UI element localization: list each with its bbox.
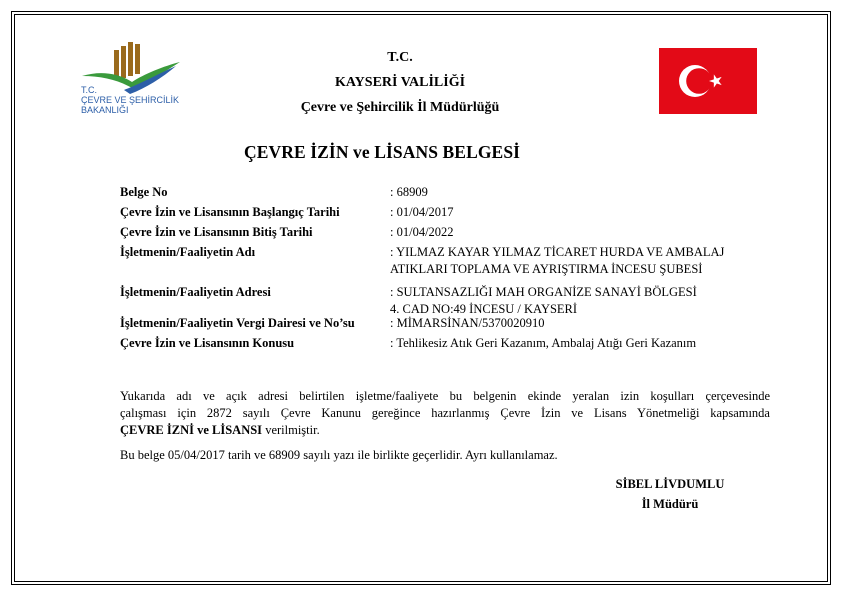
- logo-text-ministry: ÇEVRE VE ŞEHİRCİLİK: [81, 95, 180, 105]
- field-value-subject: : Tehlikesiz Atık Geri Kazanım, Ambalaj Atığı Geri Kazanım: [390, 336, 697, 350]
- validity-note: Bu belge 05/04/2017 tarih ve 68909 sayılı yazı ile birlikte geçerlidir. Ayrı kullanılamaz.: [120, 448, 558, 462]
- header-governorship: KAYSERİ VALİLİĞİ: [334, 75, 466, 90]
- body-paragraph-line-3-rest: verilmiştir.: [262, 423, 320, 437]
- signatory-title: İl Müdürü: [641, 497, 699, 511]
- logo-text-bakanlik: BAKANLIĞI: [81, 105, 129, 115]
- field-value-document-no: : 68909: [390, 185, 428, 199]
- permit-license-bold: ÇEVRE İZNİ ve LİSANSI: [120, 423, 263, 437]
- turkish-flag: [659, 48, 757, 114]
- field-value-business-name: : YILMAZ KAYAR YILMAZ TİCARET HURDA VE AMBALAJ: [390, 245, 725, 259]
- header-directorate: Çevre ve Şehircilik İl Müdürlüğü: [300, 100, 500, 115]
- field-label-subject: Çevre İzin ve Lisansının Konusu: [120, 336, 295, 350]
- field-label-document-no: Belge No: [120, 185, 168, 199]
- body-paragraph-line-3: [120, 422, 770, 439]
- logo-text-tc: T.C.: [81, 85, 98, 95]
- body-paragraph-line-2: çalışması için 2872 sayılı Çevre Kanunu gereğince hazırlanmış Çevre İzin ve Lisans Yönetmeliği kapsamında: [120, 406, 770, 420]
- header-tc: T.C.: [387, 50, 413, 65]
- field-label-business-name: İşletmenin/Faaliyetin Adı: [120, 245, 256, 259]
- field-value-tax-office: : MİMARSİNAN/5370020910: [390, 316, 545, 330]
- field-value-business-address: : SULTANSAZLIĞI MAH ORGANİZE SANAYİ BÖLGESİ: [390, 285, 697, 299]
- field-label-tax-office: İşletmenin/Faaliyetin Vergi Dairesi ve No’su: [120, 316, 355, 330]
- field-label-end-date: Çevre İzin ve Lisansının Bitiş Tarihi: [120, 225, 313, 239]
- body-paragraph: [120, 388, 770, 439]
- certificate-title: ÇEVRE İZİN ve LİSANS BELGESİ: [244, 142, 521, 162]
- field-label-business-address: İşletmenin/Faaliyetin Adresi: [120, 285, 271, 299]
- field-value-end-date: : 01/04/2022: [390, 225, 454, 239]
- body-paragraph-line-1: Yukarıda adı ve açık adresi belirtilen işletme/faaliyete bu belgenin ekinde yeralan izin koşulları çerçevesinde: [120, 389, 770, 403]
- field-value-start-date: : 01/04/2017: [390, 205, 454, 219]
- field-value-business-name-cont: ATIKLARI TOPLAMA VE AYRIŞTIRMA İNCESU ŞUBESİ: [390, 262, 703, 276]
- field-value-business-address-cont: 4. CAD NO:49 İNCESU / KAYSERİ: [390, 302, 578, 316]
- turkish-flag-icon: [659, 48, 757, 114]
- signatory-name: SİBEL LİVDUMLU: [615, 477, 725, 491]
- field-label-start-date: Çevre İzin ve Lisansının Başlangıç Tarihi: [120, 205, 340, 219]
